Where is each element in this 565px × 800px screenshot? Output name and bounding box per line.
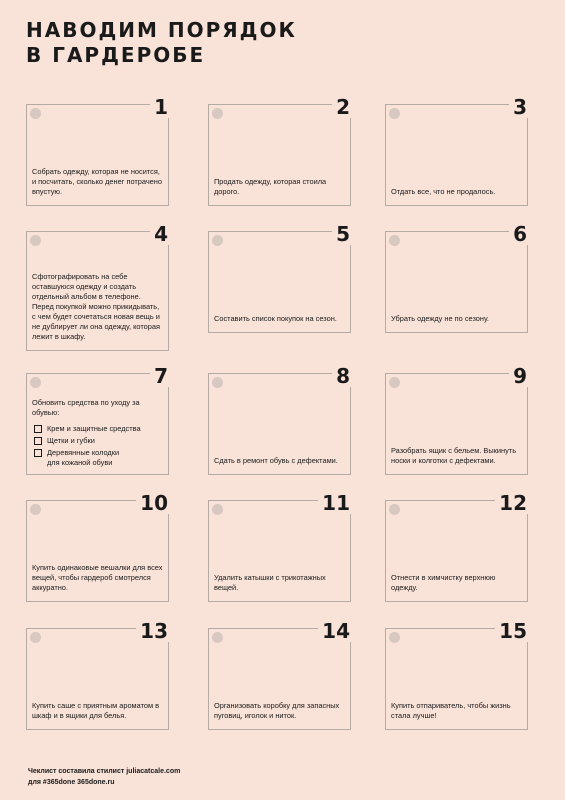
card-number: 6 [509,223,531,245]
checklist-card-5 [208,222,351,333]
pin-icon [30,235,41,246]
pin-icon [389,235,400,246]
shoe-care-checklist [32,424,164,468]
card-number: 7 [150,365,172,387]
card-text: Купить отпариватель, чтобы жизнь стала лучше! [391,701,511,720]
card-text: Организовать коробку для запасных пуговиц, иголок и ниток. [214,701,340,720]
page-title [26,18,297,68]
card-number: 10 [136,492,172,514]
card-number: 11 [318,492,354,514]
checklist-card-2 [208,95,351,206]
card-text: Составить список покупок на сезон. [214,314,337,323]
pin-icon [212,504,223,515]
checklist-card-13 [26,619,169,730]
card-text: Отдать все, что не продалось. [391,187,496,196]
card-number: 4 [150,223,172,245]
checklist-card-1 [26,95,169,206]
title-line-2: В ГАРДЕРОБЕ [26,43,206,67]
card-number: 12 [495,492,531,514]
card-text: Обновить средства по уходу за обувью: [32,398,140,417]
card-number: 1 [150,96,172,118]
checkbox-icon[interactable] [34,449,42,457]
checklist-card-15 [385,619,528,730]
checklist-item-label: Крем и защитные средства [47,424,141,433]
pin-icon [389,108,400,119]
checklist-card-3 [385,95,528,206]
checkbox-icon[interactable] [34,437,42,445]
card-number: 9 [509,365,531,387]
checklist-item-label: Щетки и губки [47,436,95,445]
pin-icon [389,632,400,643]
card-number: 14 [318,620,354,642]
card-text: Сфотографировать на себе оставшуюся одежду и создать отдельный альбом в телефоне. Перед покупкой можно прикидывать, с чем будет сочетаться новая вещь и не дублирует ли она одежду, которая лежит в шкафу. [32,272,160,341]
card-text: Удалить катышки с трикотажных вещей. [214,573,326,592]
card-text: Разобрать ящик с бельем. Выкинуть носки и колготки с дефектами. [391,446,517,465]
checkbox-icon[interactable] [34,425,42,433]
checklist-card-10 [26,491,169,602]
card-text: Отнести в химчистку верхнюю одежду. [391,573,496,592]
checklist-card-9 [385,364,528,475]
card-number: 3 [509,96,531,118]
card-number: 15 [495,620,531,642]
checklist-card-7 [26,364,169,475]
card-text: Убрать одежду не по сезону. [391,314,489,323]
checklist-card-14 [208,619,351,730]
card-number: 2 [332,96,354,118]
checklist-card-11 [208,491,351,602]
pin-icon [30,504,41,515]
card-text: Продать одежду, которая стоила дорого. [214,177,327,196]
checklist-card-4 [26,222,169,351]
pin-icon [212,235,223,246]
card-text: Купить одинаковые вешалки для всех вещей, чтобы гардероб смотрелся аккуратно. [32,563,163,592]
card-text: Купить саше с приятным ароматом в шкаф и в ящики для белья. [32,701,160,720]
pin-icon [212,377,223,388]
checklist-card-8 [208,364,351,475]
pin-icon [212,632,223,643]
pin-icon [389,504,400,515]
pin-icon [212,108,223,119]
card-text: Собрать одежду, которая не носится, и посчитать, сколько денег потрачено впустую. [32,167,162,196]
footer-line-1: Чеклист составила стилист juliacatcale.com [28,768,181,775]
footer-line-2: для #365done 365done.ru [28,779,115,786]
pin-icon [389,377,400,388]
card-number: 13 [136,620,172,642]
checklist-card-12 [385,491,528,602]
checklist-item[interactable] [32,436,164,446]
checklist-item[interactable] [32,424,164,434]
title-line-1: НАВОДИМ ПОРЯДОК [26,18,297,42]
checklist-item[interactable] [32,448,164,468]
pin-icon [30,632,41,643]
pin-icon [30,377,41,388]
pin-icon [30,108,41,119]
card-number: 8 [332,365,354,387]
card-text: Сдать в ремонт обувь с дефектами. [214,456,338,465]
checklist-card-6 [385,222,528,333]
footer-credits [28,766,180,788]
card-number: 5 [332,223,354,245]
checklist-item-label: Деревянные колодки для кожаной обуви [47,448,120,467]
